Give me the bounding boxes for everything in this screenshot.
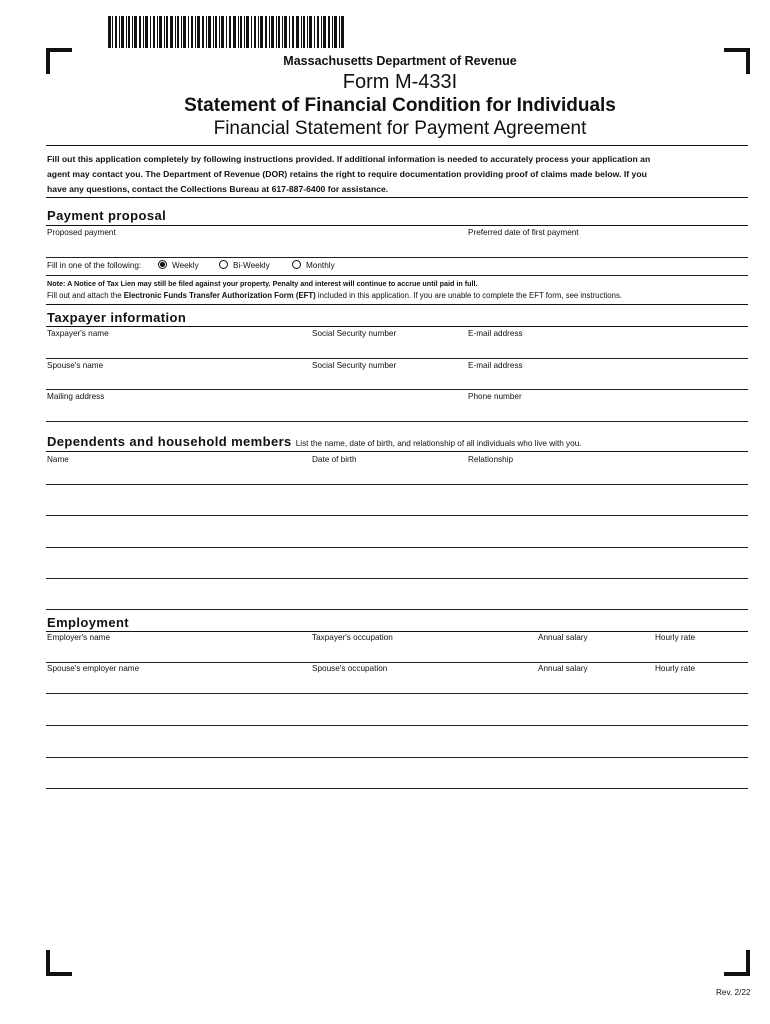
eft-form-name: Electronic Funds Transfer Authorization Form (EFT) [123,291,316,300]
spouse-occupation-label: Spouse's occupation [312,664,388,673]
employment-row-field[interactable] [46,725,748,726]
spouse-hourly-rate-label: Hourly rate [655,664,696,673]
eft-prefix: Fill out and attach the [47,291,124,300]
radio-bi-weekly-label: Bi-Weekly [233,261,270,270]
dependent-row-field[interactable] [46,547,748,548]
annual-salary-label: Annual salary [538,633,588,642]
employer-name-field[interactable] [46,662,748,663]
proposed-payment-label: Proposed payment [47,228,116,237]
spouse-ssn-label: Social Security number [312,361,397,370]
spouse-name-field[interactable] [46,389,748,390]
hourly-rate-label: Hourly rate [655,633,696,642]
radio-selected-icon [158,260,167,269]
taxpayer-occupation-label: Taxpayer's occupation [312,633,393,642]
spouse-annual-salary-label: Annual salary [538,664,588,673]
spouse-email-label: E-mail address [468,361,523,370]
form-number: Form M-433I [342,71,458,93]
taxpayer-name-label: Taxpayer's name [47,329,109,338]
employment-row-field[interactable] [46,757,748,758]
form-title: Statement of Financial Condition for Individuals [184,95,616,116]
fill-in-label: Fill in one of the following: [47,261,142,270]
dependent-row-field[interactable] [46,609,748,610]
intro-instructions [47,152,752,197]
section-heading-payment-proposal: Payment proposal [47,208,167,223]
dependents-heading-text: Dependents and household members [47,434,292,449]
spouse-name-label: Spouse's name [47,361,104,370]
divider [46,145,748,146]
department-name: Massachusetts Department of Revenue [283,54,517,68]
lien-note: Note: A Notice of Tax Lien may still be filed against your property. Penalty and interest will continue to accrue until paid in full. [47,279,478,288]
radio-bi-weekly[interactable] [219,260,270,270]
preferred-date-label: Preferred date of first payment [468,228,579,237]
form-subtitle: Financial Statement for Payment Agreement [213,118,587,139]
section-heading-employment: Employment [47,615,130,630]
divider [46,631,748,632]
dependent-row-field[interactable] [46,515,748,516]
eft-suffix: included in this application. If you are unable to complete the EFT form, see instructions. [315,291,623,300]
radio-empty-icon [292,260,301,269]
dependent-row-field[interactable] [46,484,748,485]
divider [46,197,748,198]
radio-monthly[interactable] [292,260,335,270]
employer-name-label: Employer's name [47,633,110,642]
divider [46,304,748,305]
section-heading-taxpayer-information: Taxpayer information [47,310,187,325]
dependent-relationship-label: Relationship [468,455,514,464]
dependent-row-field[interactable] [46,578,748,579]
radio-weekly-label: Weekly [172,261,199,270]
eft-instruction [47,291,622,300]
mailing-address-label: Mailing address [47,392,105,401]
registration-mark-bottom-right [724,950,750,976]
phone-number-label: Phone number [468,392,522,401]
proposed-payment-field[interactable] [46,257,748,258]
radio-empty-icon [219,260,228,269]
radio-monthly-label: Monthly [306,261,335,270]
spouse-employer-label: Spouse's employer name [47,664,140,673]
registration-mark-bottom-left [46,950,72,976]
radio-weekly[interactable] [158,260,199,270]
dependents-instruction: List the name, date of birth, and relationship of all individuals who live with you. [295,439,582,448]
dependent-dob-label: Date of birth [312,455,357,464]
intro-line: have any questions, contact the Collections Bureau at 617-887-6400 for assistance. [47,184,389,194]
intro-line: Fill out this application completely by following instructions provided. If additional information is needed to accurately process your application an [47,154,651,164]
divider [46,326,748,327]
divider [46,225,748,226]
mailing-address-field[interactable] [46,421,748,422]
ssn-label: Social Security number [312,329,397,338]
divider [46,451,748,452]
barcode [108,16,344,48]
divider [46,275,748,276]
revision-date: Rev. 2/22 [716,988,751,997]
dependent-name-label: Name [47,455,69,464]
spouse-employer-field[interactable] [46,693,748,694]
email-label: E-mail address [468,329,523,338]
taxpayer-name-field[interactable] [46,358,748,359]
intro-line: agent may contact you. The Department of Revenue (DOR) retains the right to require documentation providing proof of claims made below. If you [47,169,647,179]
employment-row-field[interactable] [46,788,748,789]
section-heading-dependents [47,434,582,449]
